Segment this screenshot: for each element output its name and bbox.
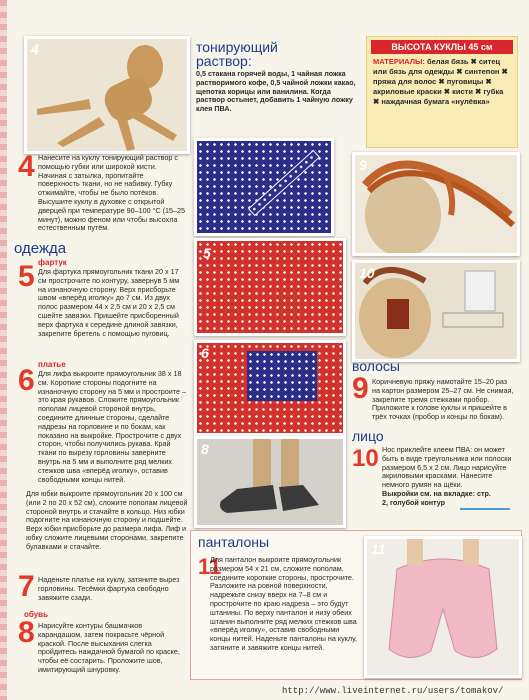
shoes-illustration	[197, 439, 343, 525]
step-5-number: 5	[18, 260, 35, 293]
left-pattern-strip	[0, 0, 7, 700]
clothes-heading: одежда	[14, 240, 67, 257]
step-4-text: Нанесите на куклу тонирующий раствор с помощью губки или широкой кисти. Начиная с затылка, пропитайте поверхность ткани, но не набивку. Губку отжимайте, чтобы не было потёков. Высушите куклу в духовке с открытой дверцей при температуре 90–100 °С (15–25 минут), можно феном или чтобы высохла естественным путём.	[38, 153, 186, 233]
step-9-number: 9	[352, 372, 369, 405]
step-8-number: 8	[18, 616, 35, 649]
photo-number: 6	[201, 345, 209, 361]
step-10-number: 10	[352, 445, 379, 472]
photo-8-shoes	[194, 436, 346, 528]
photo-number: 8	[201, 441, 209, 457]
photo-number: 5	[203, 245, 211, 261]
photo-number: 4	[31, 41, 39, 57]
step-10-text: Нос приклейте клеем ПВА: он может быть в виде треугольника или полоски размером 6,5 х 2 см. Лицо нарисуйте акриловыми красками. Нанесите немного румян на щёки.	[382, 445, 512, 490]
doll-head-yarn-illustration	[355, 155, 517, 253]
pattern-reference: Выкройки см. на вкладке: стр. 2, голубой контур	[382, 489, 491, 507]
step-11-text: Для панталон выкроите прямоугольник размером 54 х 21 см, сложите пополам, соедините короткие стороны, прострочите. Разложите на ровной поверхности, надрежьте снизу вверх на 7–8 см и прострочите по краю надреза – это будут штанины. По верху панталон и низу обеих штанин выполните ряд мелких стежков шва «вперёд иголку», оставив свободными концы нитей. Наденьте панталоны на куклу, затяните и завяжите концы нитей.	[210, 555, 357, 652]
photo-number: 11	[371, 541, 386, 557]
dress-label: платье	[38, 360, 66, 369]
photo-6-dress	[194, 340, 346, 436]
step-5-text: Для фартука прямоугольник ткани 20 х 17 см прострочите по контуру, завернув 5 мм на изнаночную сторону. Верх присборьте швом «вперёд иголку» до 7 см. Из двух полос размером 44 х 2,5 см и 20 х 2,5 см сшейте завязки. Пришейте присборенный верх фартука к середине длиной завязки, закрепите бретель с помощью пуговиц.	[38, 267, 180, 338]
materials-list: белая бязь ✖ ситец или бязь для одежды ✖ синтепон ✖ пряжа для волос ✖ пуговицы ✖ акриловые краски ✖ кисти ✖ губка ✖ наждачная бумага «нулёвка»	[373, 57, 508, 106]
skirt-text: Для юбки выкроите прямоугольник 20 х 100 см (или 2 по 20 х 52 см), сложите пополам лицевой стороной внутрь и стачайте в кольцо. Низ юбки подогните на изнаночную сторону и подшейте. Верх юбки присборьте до размера лифа. Лиф и юбку сложите лицевыми сторонами, закрепите булавками и стачайте.	[26, 489, 188, 551]
face-painting-illustration	[355, 263, 517, 359]
photo-11-pants	[364, 536, 522, 678]
step-8-text: Нарисуйте контуры башмачков карандашом, затем покрасьте чёрной краской. После высыхания слегка пройдитесь наждачной бумагой по краске, чтобы её состарить. Проложите шов, имитирующий шнуровку.	[38, 621, 180, 674]
face-heading: лицо	[352, 428, 384, 444]
pants-heading: панталоны	[198, 534, 270, 550]
pattern-ref-line	[460, 508, 510, 510]
materials-box	[366, 36, 518, 148]
photo-number: 9	[359, 157, 367, 173]
photo-number: 10	[359, 265, 375, 281]
toning-recipe: 0,5 стакана горячей воды, 1 чайная ложка растворимого кофе, 0,5 чайной ложки какао, щепотка корицы или ванилина. Когда раствор остынет, добавить 1 чайную ложку клея ПВА.	[196, 69, 356, 114]
step-11-number: 11	[198, 554, 222, 579]
step-6-text: Для лифа выкроите прямоугольник 38 х 18 см. Короткие стороны подогните на изнаночную сторону на 5 мм и простроите – это края рукавов. Сложите прямоугольник пополам лицевой стороной внутрь, соедините длинные стороны, сделайте надрезы на горловине и по бокам, как показано на выкройке. Прострочите с двух сторон, чтобы получились рукава. Край ткани по вырезу горловины заверните внутрь на 5 мм и выполните ряд мелких стежков шва «вперёд иголку», оставив свободными концы нитей.	[38, 369, 186, 484]
toning-heading: тонирующий раствор:	[196, 39, 278, 69]
step-4-number: 4	[18, 150, 35, 183]
step-6-number: 6	[18, 364, 35, 397]
step-9-text: Коричневую пряжу намотайте 15–20 раз на картон размером 25–27 см. Не снимая, закрепите тремя стежками пробор. Приложите к голове куклы и пришейте в трёх точках (пробор и концы по бокам).	[372, 377, 514, 422]
hair-heading: волосы	[352, 358, 400, 374]
photo-5-red-apron	[194, 238, 346, 336]
materials-label: МАТЕРИАЛЫ:	[373, 57, 425, 66]
apron-label: фартук	[38, 258, 67, 267]
photo-4-doll-body	[24, 36, 190, 154]
photo-10-face-painting	[352, 260, 520, 362]
step-7-text: Наденьте платье на куклу, затяните вырез горловины. Тесёмки фартука свободно завяжите сзади.	[38, 575, 180, 602]
photo-9-doll-head-yarn	[352, 152, 520, 256]
pants-illustration	[367, 539, 519, 675]
shoes-label: обувь	[24, 610, 49, 619]
doll-body-illustration	[27, 39, 187, 151]
footer-url[interactable]: http://www.liveinternet.ru/users/tomakov/	[282, 686, 504, 696]
dress-bodice	[247, 351, 317, 401]
doll-height-title: ВЫСОТА КУКЛЫ 45 см	[371, 40, 513, 54]
step-7-number: 7	[18, 570, 35, 603]
